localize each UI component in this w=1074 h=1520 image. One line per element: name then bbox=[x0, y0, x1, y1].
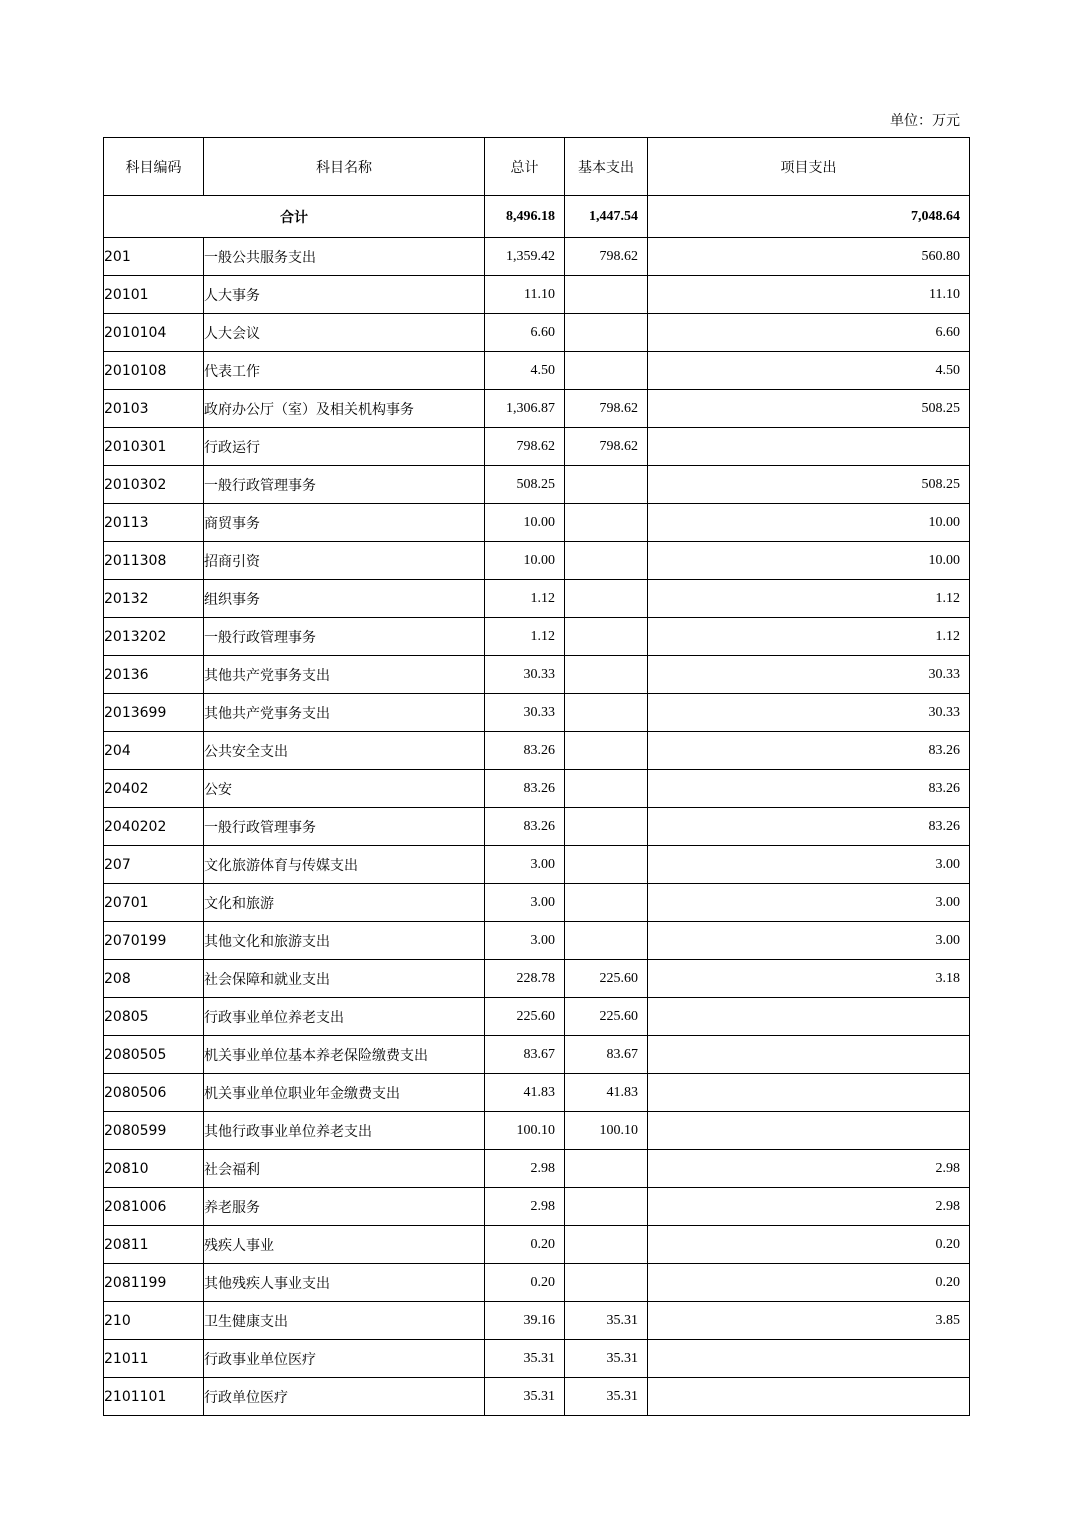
row-project: 6.60 bbox=[648, 314, 970, 352]
row-total: 2.98 bbox=[485, 1150, 565, 1188]
row-basic: 798.62 bbox=[565, 428, 648, 466]
row-basic bbox=[565, 770, 648, 808]
table-row bbox=[104, 694, 970, 732]
row-project: 10.00 bbox=[648, 542, 970, 580]
row-code: 2101101 bbox=[104, 1378, 204, 1416]
row-name: 商贸事务 bbox=[204, 504, 485, 542]
row-name: 一般行政管理事务 bbox=[204, 618, 485, 656]
row-name: 养老服务 bbox=[204, 1188, 485, 1226]
row-total: 225.60 bbox=[485, 998, 565, 1036]
table-row bbox=[104, 1112, 970, 1150]
row-total: 30.33 bbox=[485, 656, 565, 694]
row-code: 2010108 bbox=[104, 352, 204, 390]
row-project: 83.26 bbox=[648, 770, 970, 808]
row-total: 100.10 bbox=[485, 1112, 565, 1150]
row-name: 行政运行 bbox=[204, 428, 485, 466]
row-project: 10.00 bbox=[648, 504, 970, 542]
row-name: 社会保障和就业支出 bbox=[204, 960, 485, 998]
row-name: 其他残疾人事业支出 bbox=[204, 1264, 485, 1302]
table-row bbox=[104, 1036, 970, 1074]
row-name: 代表工作 bbox=[204, 352, 485, 390]
total-basic: 1,447.54 bbox=[565, 196, 648, 238]
row-project: 2.98 bbox=[648, 1188, 970, 1226]
row-code: 20805 bbox=[104, 998, 204, 1036]
row-name: 文化和旅游 bbox=[204, 884, 485, 922]
row-code: 2010302 bbox=[104, 466, 204, 504]
row-project: 3.00 bbox=[648, 922, 970, 960]
row-project: 560.80 bbox=[648, 238, 970, 276]
table-row bbox=[104, 1188, 970, 1226]
table-row bbox=[104, 846, 970, 884]
row-basic: 798.62 bbox=[565, 390, 648, 428]
row-name: 人大会议 bbox=[204, 314, 485, 352]
row-total: 0.20 bbox=[485, 1264, 565, 1302]
row-project: 3.85 bbox=[648, 1302, 970, 1340]
row-name: 招商引资 bbox=[204, 542, 485, 580]
unit-label: 单位：万元 bbox=[890, 113, 960, 129]
row-total: 2.98 bbox=[485, 1188, 565, 1226]
row-project: 30.33 bbox=[648, 694, 970, 732]
table-row bbox=[104, 1340, 970, 1378]
row-total: 83.26 bbox=[485, 808, 565, 846]
row-total: 3.00 bbox=[485, 884, 565, 922]
row-name: 社会福利 bbox=[204, 1150, 485, 1188]
table-row bbox=[104, 314, 970, 352]
row-name: 公共安全支出 bbox=[204, 732, 485, 770]
row-project: 0.20 bbox=[648, 1264, 970, 1302]
table-row bbox=[104, 466, 970, 504]
table-row bbox=[104, 504, 970, 542]
row-name: 行政事业单位养老支出 bbox=[204, 998, 485, 1036]
row-basic bbox=[565, 314, 648, 352]
row-code: 2080599 bbox=[104, 1112, 204, 1150]
table-row bbox=[104, 238, 970, 276]
row-total: 83.26 bbox=[485, 732, 565, 770]
table-row bbox=[104, 580, 970, 618]
table-row bbox=[104, 1074, 970, 1112]
row-project: 508.25 bbox=[648, 390, 970, 428]
row-name: 文化旅游体育与传媒支出 bbox=[204, 846, 485, 884]
row-code: 2070199 bbox=[104, 922, 204, 960]
row-code: 2040202 bbox=[104, 808, 204, 846]
row-basic bbox=[565, 884, 648, 922]
table-row bbox=[104, 1226, 970, 1264]
row-basic bbox=[565, 352, 648, 390]
row-total: 35.31 bbox=[485, 1340, 565, 1378]
row-total: 41.83 bbox=[485, 1074, 565, 1112]
row-project bbox=[648, 998, 970, 1036]
table-row bbox=[104, 428, 970, 466]
row-project: 11.10 bbox=[648, 276, 970, 314]
table-row bbox=[104, 656, 970, 694]
row-total: 1,306.87 bbox=[485, 390, 565, 428]
table-row bbox=[104, 808, 970, 846]
row-total: 6.60 bbox=[485, 314, 565, 352]
row-project bbox=[648, 1378, 970, 1416]
row-code: 2010104 bbox=[104, 314, 204, 352]
header-code: 科目编码 bbox=[104, 138, 204, 196]
row-total: 10.00 bbox=[485, 542, 565, 580]
header-basic: 基本支出 bbox=[565, 138, 648, 196]
row-total: 228.78 bbox=[485, 960, 565, 998]
row-name: 一般行政管理事务 bbox=[204, 808, 485, 846]
row-basic: 798.62 bbox=[565, 238, 648, 276]
row-code: 20113 bbox=[104, 504, 204, 542]
row-total: 11.10 bbox=[485, 276, 565, 314]
row-project bbox=[648, 428, 970, 466]
row-name: 一般行政管理事务 bbox=[204, 466, 485, 504]
row-project bbox=[648, 1340, 970, 1378]
row-project: 4.50 bbox=[648, 352, 970, 390]
row-code: 2081199 bbox=[104, 1264, 204, 1302]
row-basic: 35.31 bbox=[565, 1302, 648, 1340]
row-total: 3.00 bbox=[485, 922, 565, 960]
row-name: 公安 bbox=[204, 770, 485, 808]
row-code: 20811 bbox=[104, 1226, 204, 1264]
table-row bbox=[104, 618, 970, 656]
table-header-row bbox=[104, 138, 970, 196]
row-name: 其他共产党事务支出 bbox=[204, 656, 485, 694]
table-row bbox=[104, 1264, 970, 1302]
row-name: 其他文化和旅游支出 bbox=[204, 922, 485, 960]
row-name: 残疾人事业 bbox=[204, 1226, 485, 1264]
row-total: 1.12 bbox=[485, 580, 565, 618]
row-name: 卫生健康支出 bbox=[204, 1302, 485, 1340]
row-total: 30.33 bbox=[485, 694, 565, 732]
total-row bbox=[104, 196, 970, 238]
row-basic bbox=[565, 504, 648, 542]
row-code: 20402 bbox=[104, 770, 204, 808]
row-basic bbox=[565, 580, 648, 618]
row-total: 83.67 bbox=[485, 1036, 565, 1074]
header-name: 科目名称 bbox=[204, 138, 485, 196]
table-row bbox=[104, 542, 970, 580]
row-basic bbox=[565, 694, 648, 732]
row-total: 1.12 bbox=[485, 618, 565, 656]
row-project: 1.12 bbox=[648, 618, 970, 656]
row-basic bbox=[565, 1264, 648, 1302]
row-basic: 83.67 bbox=[565, 1036, 648, 1074]
row-project: 508.25 bbox=[648, 466, 970, 504]
row-code: 20810 bbox=[104, 1150, 204, 1188]
table-row bbox=[104, 998, 970, 1036]
row-name: 政府办公厅（室）及相关机构事务 bbox=[204, 390, 485, 428]
row-project: 3.00 bbox=[648, 846, 970, 884]
row-total: 39.16 bbox=[485, 1302, 565, 1340]
row-total: 10.00 bbox=[485, 504, 565, 542]
row-basic bbox=[565, 846, 648, 884]
row-total: 35.31 bbox=[485, 1378, 565, 1416]
table-row bbox=[104, 276, 970, 314]
total-label: 合计 bbox=[104, 196, 485, 238]
table-row bbox=[104, 960, 970, 998]
row-basic: 35.31 bbox=[565, 1378, 648, 1416]
row-basic: 41.83 bbox=[565, 1074, 648, 1112]
row-code: 2080505 bbox=[104, 1036, 204, 1074]
row-total: 798.62 bbox=[485, 428, 565, 466]
row-name: 机关事业单位基本养老保险缴费支出 bbox=[204, 1036, 485, 1074]
row-code: 2013699 bbox=[104, 694, 204, 732]
header-project: 项目支出 bbox=[648, 138, 970, 196]
row-basic: 35.31 bbox=[565, 1340, 648, 1378]
row-name: 行政单位医疗 bbox=[204, 1378, 485, 1416]
table-row bbox=[104, 1150, 970, 1188]
row-basic: 225.60 bbox=[565, 998, 648, 1036]
row-name: 其他共产党事务支出 bbox=[204, 694, 485, 732]
row-code: 20136 bbox=[104, 656, 204, 694]
row-code: 2011308 bbox=[104, 542, 204, 580]
row-project bbox=[648, 1112, 970, 1150]
row-basic bbox=[565, 1226, 648, 1264]
row-basic bbox=[565, 732, 648, 770]
row-code: 2080506 bbox=[104, 1074, 204, 1112]
row-name: 人大事务 bbox=[204, 276, 485, 314]
row-total: 4.50 bbox=[485, 352, 565, 390]
row-code: 20701 bbox=[104, 884, 204, 922]
row-code: 2010301 bbox=[104, 428, 204, 466]
row-code: 207 bbox=[104, 846, 204, 884]
row-project: 3.00 bbox=[648, 884, 970, 922]
table-row bbox=[104, 390, 970, 428]
row-basic bbox=[565, 922, 648, 960]
row-basic bbox=[565, 1150, 648, 1188]
row-code: 21011 bbox=[104, 1340, 204, 1378]
row-basic: 100.10 bbox=[565, 1112, 648, 1150]
row-total: 0.20 bbox=[485, 1226, 565, 1264]
row-total: 508.25 bbox=[485, 466, 565, 504]
total-total: 8,496.18 bbox=[485, 196, 565, 238]
table-row bbox=[104, 884, 970, 922]
row-project bbox=[648, 1036, 970, 1074]
row-basic bbox=[565, 808, 648, 846]
table-row bbox=[104, 352, 970, 390]
row-code: 20103 bbox=[104, 390, 204, 428]
table-row bbox=[104, 922, 970, 960]
row-name: 其他行政事业单位养老支出 bbox=[204, 1112, 485, 1150]
row-code: 201 bbox=[104, 238, 204, 276]
row-basic: 225.60 bbox=[565, 960, 648, 998]
row-project: 1.12 bbox=[648, 580, 970, 618]
row-code: 204 bbox=[104, 732, 204, 770]
row-code: 210 bbox=[104, 1302, 204, 1340]
table-row bbox=[104, 1378, 970, 1416]
row-project: 0.20 bbox=[648, 1226, 970, 1264]
row-total: 3.00 bbox=[485, 846, 565, 884]
table-row bbox=[104, 1302, 970, 1340]
row-total: 83.26 bbox=[485, 770, 565, 808]
budget-table bbox=[103, 137, 970, 1416]
row-code: 2013202 bbox=[104, 618, 204, 656]
row-project: 3.18 bbox=[648, 960, 970, 998]
header-total: 总计 bbox=[485, 138, 565, 196]
row-project bbox=[648, 1074, 970, 1112]
row-project: 83.26 bbox=[648, 808, 970, 846]
total-project: 7,048.64 bbox=[648, 196, 970, 238]
row-code: 2081006 bbox=[104, 1188, 204, 1226]
row-basic bbox=[565, 1188, 648, 1226]
row-name: 一般公共服务支出 bbox=[204, 238, 485, 276]
row-basic bbox=[565, 656, 648, 694]
row-basic bbox=[565, 276, 648, 314]
row-code: 208 bbox=[104, 960, 204, 998]
row-project: 83.26 bbox=[648, 732, 970, 770]
row-project: 2.98 bbox=[648, 1150, 970, 1188]
row-project: 30.33 bbox=[648, 656, 970, 694]
table-row bbox=[104, 732, 970, 770]
row-name: 机关事业单位职业年金缴费支出 bbox=[204, 1074, 485, 1112]
row-basic bbox=[565, 542, 648, 580]
row-code: 20101 bbox=[104, 276, 204, 314]
row-basic bbox=[565, 466, 648, 504]
row-code: 20132 bbox=[104, 580, 204, 618]
row-basic bbox=[565, 618, 648, 656]
row-total: 1,359.42 bbox=[485, 238, 565, 276]
row-name: 行政事业单位医疗 bbox=[204, 1340, 485, 1378]
table-row bbox=[104, 770, 970, 808]
row-name: 组织事务 bbox=[204, 580, 485, 618]
